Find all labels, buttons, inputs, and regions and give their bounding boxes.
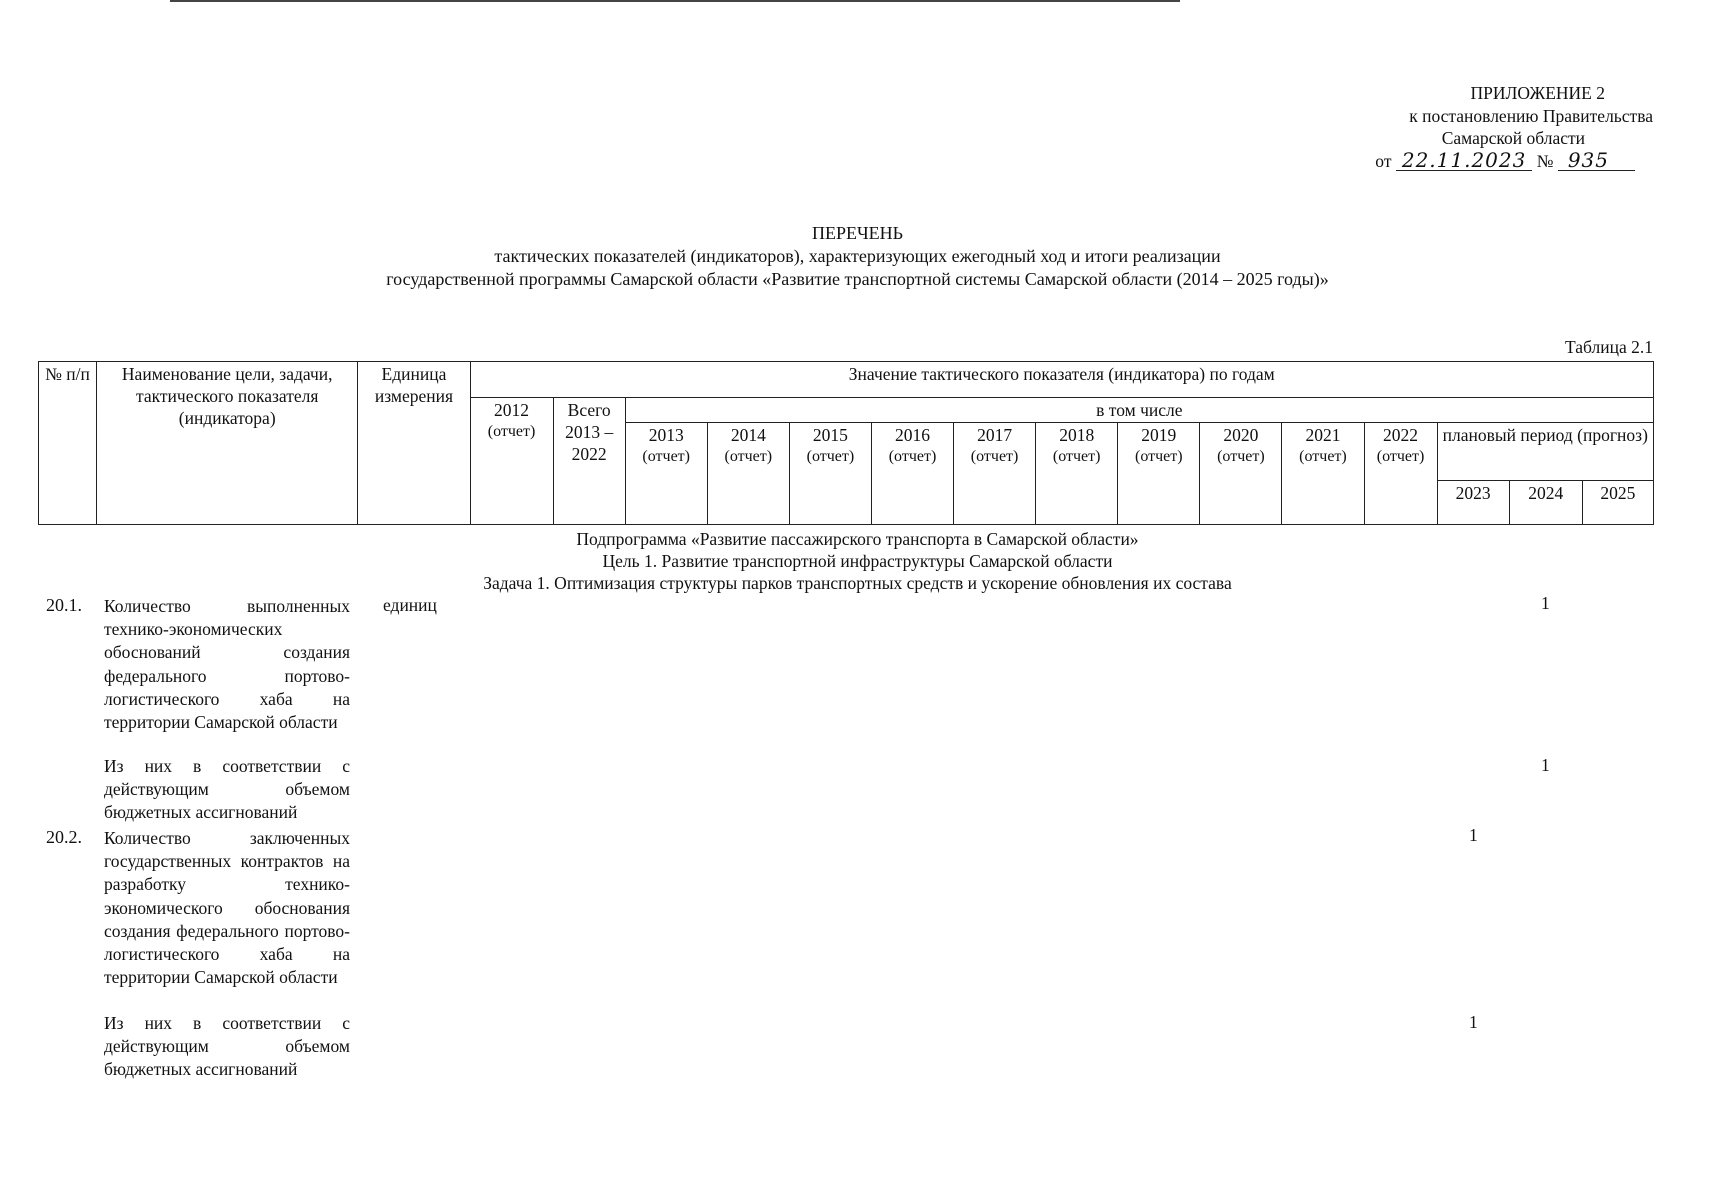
task-heading: Задача 1. Оптимизация структуры парков транспортных средств и ускорение обновления их состава — [483, 573, 1232, 593]
header-including: в том числе — [625, 398, 1653, 423]
indicator-name: Количество заключенных государственных контрактов на разработку технико-экономического обоснования создания федерального портово-логистического хаба на территории Самарской области — [104, 828, 350, 988]
year-label: 2018 — [1059, 425, 1095, 445]
year-label: 2020 — [1223, 425, 1259, 445]
header-plan-year-2025: 2025 — [1582, 481, 1653, 525]
header-total: Всего 2013 – 2022 — [553, 398, 625, 525]
year-label: 2017 — [977, 425, 1013, 445]
header-year-2014 — [707, 423, 789, 525]
date-prefix: от — [1375, 150, 1392, 171]
report-label: (отчет) — [1376, 448, 1425, 465]
header-year-2022 — [1364, 423, 1437, 525]
header-year-2016 — [871, 423, 953, 525]
sub-value-2023: 1 — [1469, 1012, 1478, 1032]
report-label: (отчет) — [1134, 448, 1183, 465]
handwritten-date: 22.11.2023 — [1396, 150, 1533, 171]
year-label: 2022 — [1383, 425, 1419, 445]
scan-top-edge — [170, 0, 1180, 2]
header-year-2020 — [1200, 423, 1282, 525]
title-line-2: тактических показателей (индикаторов), характеризующих ежегодный ход и итоги реализации — [494, 246, 1221, 266]
title-heading: ПЕРЕЧЕНЬ — [811, 223, 904, 243]
year-label: 2016 — [895, 425, 930, 445]
header-year-2018 — [1036, 423, 1118, 525]
indicator-unit: единиц — [383, 595, 437, 615]
row-number: 20.1. — [46, 595, 82, 615]
appendix-resolution: к постановлению Правительства — [1409, 105, 1653, 126]
header-year-2013 — [625, 423, 707, 525]
appendix-block — [1375, 82, 1653, 172]
header-col-num: № п/п — [39, 362, 97, 525]
report-label: (отчет) — [724, 448, 773, 465]
report-label: (отчет) — [888, 448, 937, 465]
report-label: (отчет) — [806, 448, 855, 465]
indicator-sub-name: Из них в соответствии с действующим объемом бюджетных ассигнований — [104, 756, 350, 823]
value-2023: 1 — [1469, 825, 1478, 845]
table-label: Таблица 2.1 — [1565, 337, 1653, 357]
subprogram-heading: Подпрограмма «Развитие пассажирского транспорта в Самарской области» — [576, 529, 1139, 549]
value-2024: 1 — [1541, 593, 1550, 613]
header-plan-year-2023: 2023 — [1437, 481, 1509, 525]
indicator-name: Количество выполненных технико-экономических обоснований создания федерального портово-логистического хаба на территории Самарской области — [104, 596, 350, 733]
report-label: (отчет) — [642, 448, 690, 465]
year-label: 2015 — [812, 425, 848, 445]
report-label: (отчет) — [1299, 448, 1347, 465]
year-label: 2013 — [648, 425, 684, 445]
handwritten-number: 935 — [1558, 150, 1635, 171]
appendix-title: ПРИЛОЖЕНИЕ 2 — [1470, 83, 1605, 103]
appendix-region: Самарской области — [1441, 128, 1585, 148]
header-plan-year-2024: 2024 — [1509, 481, 1582, 525]
header-year-2017 — [954, 423, 1036, 525]
year-label: 2021 — [1305, 425, 1341, 445]
document-title — [0, 222, 1715, 291]
title-line-3: государственной программы Самарской области «Развитие транспортной системы Самарской области (2014 – 2025 годы)» — [386, 269, 1329, 289]
indicator-sub-name: Из них в соответствии с действующим объемом бюджетных ассигнований — [104, 1013, 350, 1080]
goal-heading: Цель 1. Развитие транспортной инфраструктуры Самарской области — [602, 551, 1113, 571]
number-prefix: № — [1536, 150, 1554, 171]
report-label: (отчет) — [487, 423, 536, 440]
header-col-values: Значение тактического показателя (индикатора) по годам — [470, 362, 1654, 398]
indicators-table-header — [38, 361, 1654, 525]
header-year-2021 — [1282, 423, 1364, 525]
header-col-name: Наименование цели, задачи, тактического показателя (индикатора) — [97, 362, 358, 525]
header-year-2015 — [789, 423, 871, 525]
appendix-date-line — [1375, 147, 1653, 173]
report-label: (отчет) — [1217, 448, 1265, 465]
report-label: (отчет) — [1052, 448, 1101, 465]
year-label: 2012 — [494, 400, 530, 420]
year-label: 2014 — [730, 425, 766, 445]
header-col-unit: Единица измерения — [358, 362, 470, 525]
header-year-2012 — [470, 398, 553, 525]
header-year-2019 — [1118, 423, 1200, 525]
year-label: 2019 — [1141, 425, 1177, 445]
report-label: (отчет) — [970, 448, 1019, 465]
row-number: 20.2. — [46, 827, 82, 847]
sub-value-2024: 1 — [1541, 755, 1550, 775]
header-planned-period: плановый период (прогноз) — [1437, 423, 1653, 481]
